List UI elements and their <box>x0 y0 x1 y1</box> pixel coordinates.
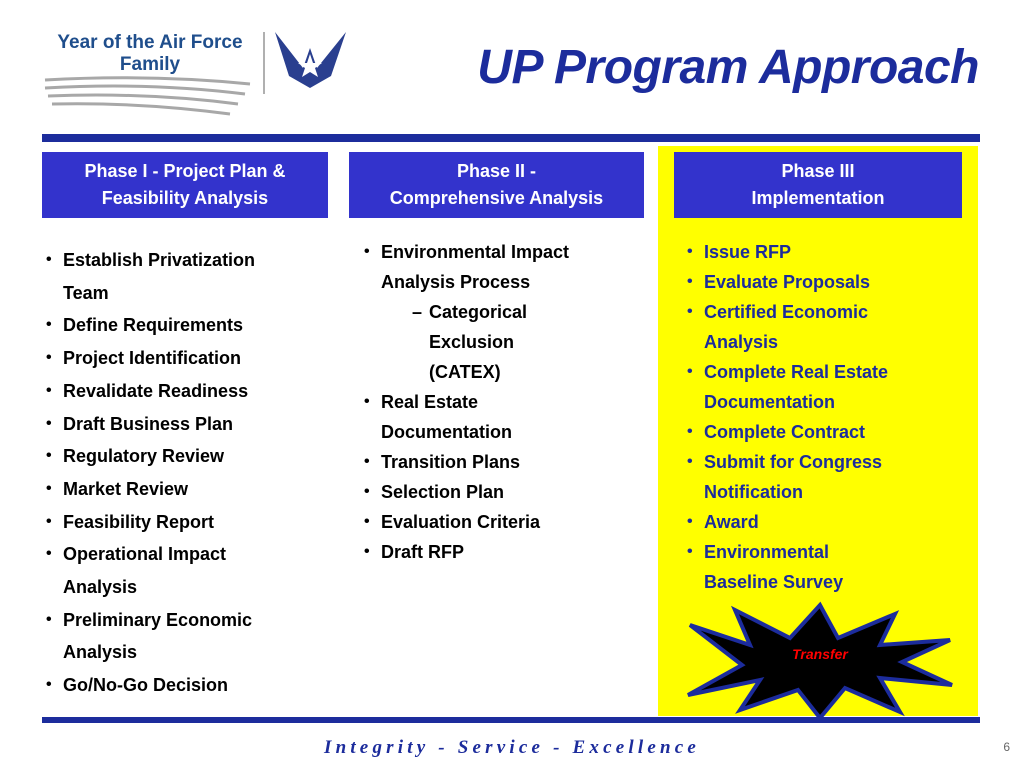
list-item: • Environmental Baseline Survey <box>687 537 957 597</box>
list-item: • Revalidate Readiness <box>46 375 336 408</box>
air-force-emblem-icon <box>273 28 348 90</box>
transfer-label: Transfer <box>792 646 848 662</box>
list-item: • Feasibility Report <box>46 506 336 539</box>
phase-1-header: Phase I - Project Plan & Feasibility Analysis <box>42 152 328 218</box>
list-item: • Issue RFP <box>687 237 957 267</box>
logo-divider <box>263 32 265 94</box>
phase-2-header: Phase II - Comprehensive Analysis <box>349 152 644 218</box>
page-title: UP Program Approach <box>477 41 979 94</box>
year-of-air-force-family-logo <box>40 22 370 117</box>
list-item: • Define Requirements <box>46 309 336 342</box>
list-item: • Establish Privatization Team <box>46 244 336 309</box>
logo-text <box>50 32 250 76</box>
phase-1-list <box>46 244 336 702</box>
list-item: • Project Identification <box>46 342 336 375</box>
sub-list-item: – Categorical Exclusion (CATEX) <box>364 297 654 387</box>
list-item: • Operational Impact Analysis <box>46 538 336 603</box>
list-item: • Complete Contract <box>687 417 957 447</box>
phase-3-list <box>687 237 957 597</box>
list-item: • Regulatory Review <box>46 440 336 473</box>
list-item: • Real Estate Documentation <box>364 387 654 447</box>
top-rule <box>42 134 980 142</box>
list-item: • Complete Real Estate Documentation <box>687 357 957 417</box>
footer-motto: Integrity - Service - Excellence <box>323 737 701 758</box>
logo-line-2: Family <box>119 54 181 75</box>
list-item: • Certified Economic Analysis <box>687 297 957 357</box>
list-item: • Preliminary Economic Analysis <box>46 604 336 669</box>
phase-2-list <box>364 237 654 567</box>
phase-3-header: Phase III Implementation <box>674 152 962 218</box>
list-item: • Evaluation Criteria <box>364 507 654 537</box>
bottom-rule <box>42 717 980 723</box>
list-item: • Award <box>687 507 957 537</box>
list-item: • Go/No-Go Decision <box>46 669 336 702</box>
list-item: • Environmental Impact Analysis Process <box>364 237 654 297</box>
logo-line-1: Year of the Air Force <box>57 32 243 53</box>
list-item: • Evaluate Proposals <box>687 267 957 297</box>
list-item: • Submit for Congress Notification <box>687 447 957 507</box>
list-item: • Selection Plan <box>364 477 654 507</box>
list-item: • Draft RFP <box>364 537 654 567</box>
list-item: • Transition Plans <box>364 447 654 477</box>
swoosh-icon <box>40 72 255 117</box>
list-item: • Draft Business Plan <box>46 408 336 441</box>
list-item: • Market Review <box>46 473 336 506</box>
page-number: 6 <box>1003 740 1010 754</box>
